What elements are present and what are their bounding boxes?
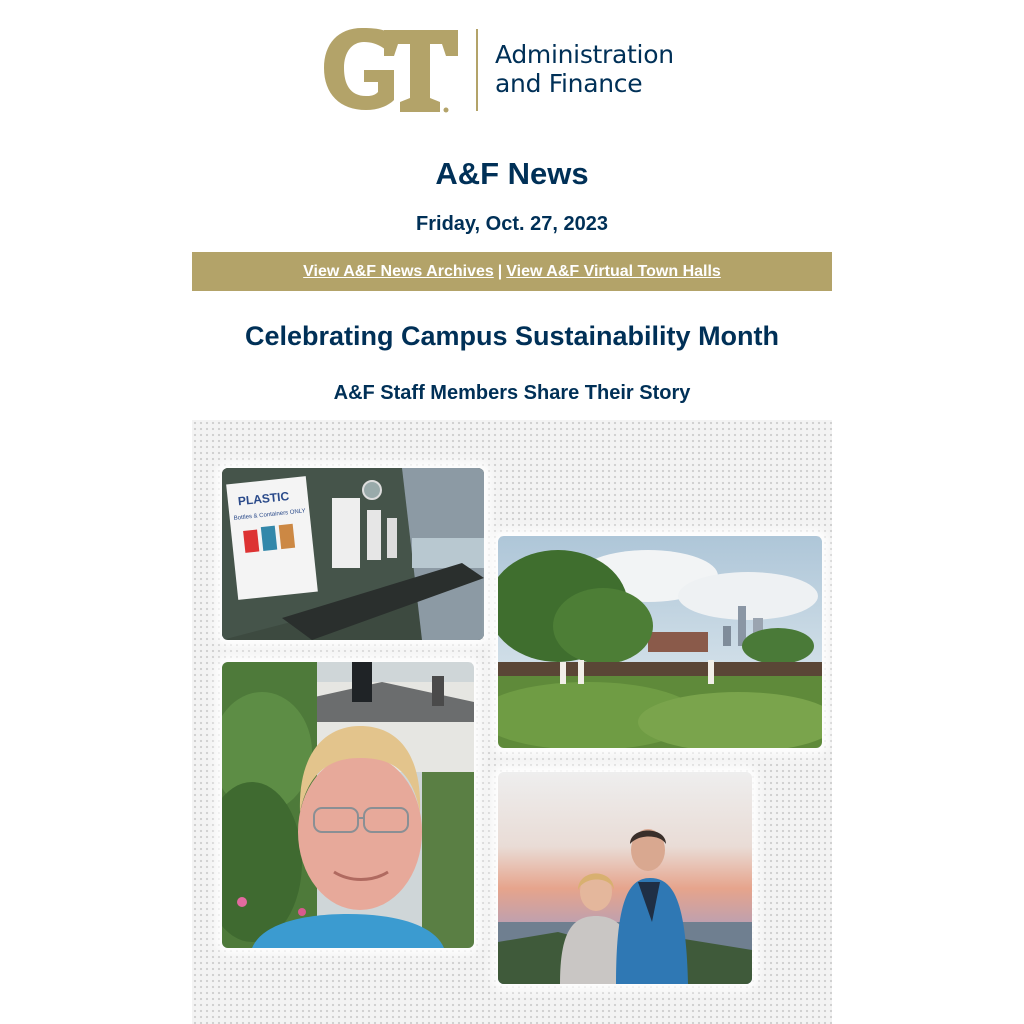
link-separator: |	[497, 263, 503, 280]
archives-link[interactable]: View A&F News Archives	[303, 263, 494, 280]
logo-text	[495, 40, 674, 98]
staff-selfie-photo	[222, 662, 474, 948]
recycling-station-photo	[222, 468, 484, 640]
town-halls-link[interactable]: View A&F Virtual Town Halls	[506, 263, 721, 280]
recycling-sign-sub: Bottles & Containers ONLY	[233, 508, 306, 522]
nav-bar	[192, 252, 832, 291]
logo-divider	[476, 29, 478, 111]
rooftop-garden-photo	[498, 536, 822, 748]
recycling-sign-title: PLASTIC	[237, 489, 290, 509]
newsletter-date: Friday, Oct. 27, 2023	[416, 213, 608, 235]
newsletter-title: A&F News	[435, 156, 589, 191]
couple-sunset-photo	[498, 772, 752, 984]
article-subheadline: A&F Staff Members Share Their Story	[333, 382, 691, 404]
gt-logo-mark	[322, 26, 462, 114]
logo-line-1: Administration	[495, 40, 674, 69]
photo-collage[interactable]	[192, 420, 832, 1024]
article-headline: Celebrating Campus Sustainability Month	[244, 321, 780, 351]
logo-line-2: and Finance	[495, 69, 643, 98]
gt-af-logo[interactable]	[322, 26, 682, 116]
